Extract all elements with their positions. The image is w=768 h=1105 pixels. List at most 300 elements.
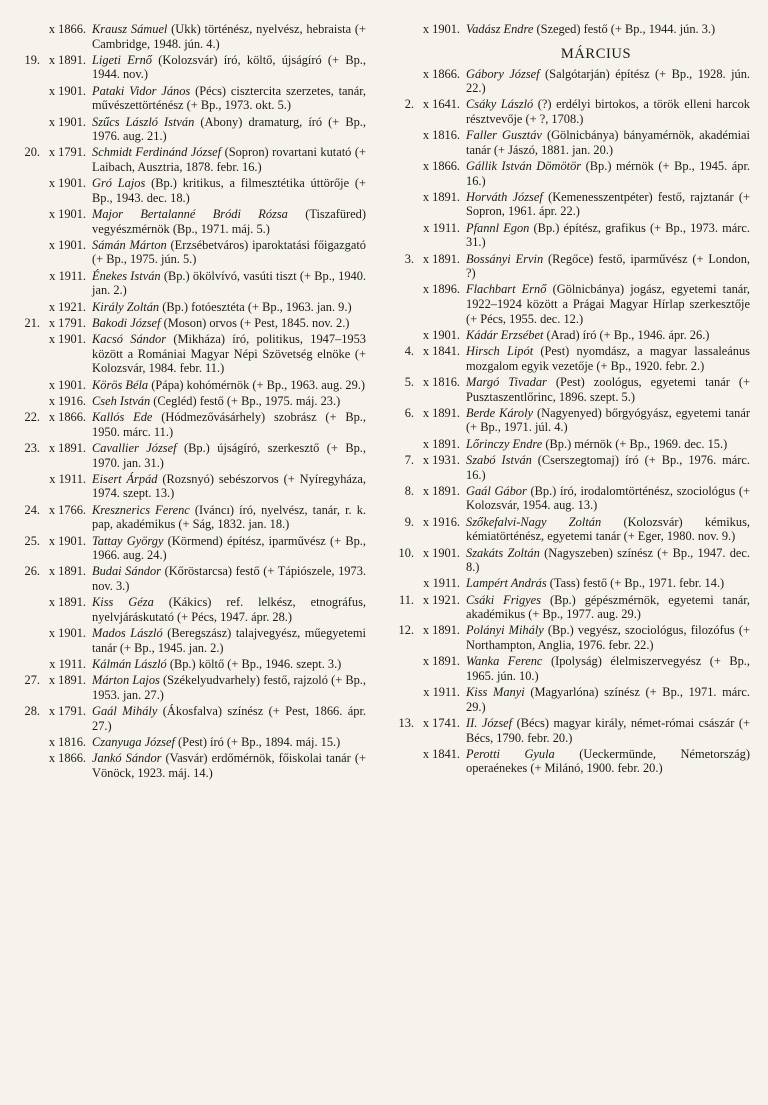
entry-row [18, 534, 366, 563]
entry-details: (Bécs) magyar király, német-római császár (+ Bécs, 1790. febr. 20.) [466, 716, 750, 745]
entry-day [18, 595, 40, 624]
entry-details: (Bp.) ökölvívó, vasúti tiszt (+ Bp., 1940. jan. 2.) [92, 268, 366, 298]
entry-person-name: Pataki Vidor János [92, 83, 191, 98]
entry-person-name: Lampért András [466, 576, 547, 591]
entry-row [18, 53, 366, 82]
entry-text [92, 704, 366, 733]
entry-row [392, 375, 750, 404]
entry-year: x 1766. [48, 502, 86, 517]
entry-row [18, 657, 366, 672]
entry-day [392, 67, 414, 96]
entry-text [92, 53, 366, 82]
entry-year: x 1891. [422, 251, 460, 266]
entry-person-name: Gállik István Dömötör [466, 159, 582, 174]
entry-text [92, 378, 366, 393]
entry-person-name: Tattay György [92, 533, 164, 548]
entry-text [466, 546, 750, 575]
entry-details: (Körmend) építész, iparművész (+ Bp., 1966. aug. 24.) [92, 533, 366, 563]
entry-row [18, 176, 366, 205]
entry-details: (Kőröstarcsa) festő (+ Tápiószele, 1973. nov. 3.) [92, 564, 366, 593]
entry-day [18, 84, 40, 113]
entry-year: x 1916. [48, 393, 86, 408]
entry-row [18, 394, 366, 409]
entry-text [466, 576, 750, 591]
entry-text [92, 207, 366, 236]
entry-year: x 1916. [422, 514, 460, 529]
entry-person-name: II. József [466, 716, 513, 731]
entry-details: (Rozsnyó) sebészorvos (+ Nyíregyháza, 1974. szept. 13.) [92, 471, 367, 501]
entry-text [466, 344, 750, 373]
entry-day [18, 751, 40, 780]
entry-text [92, 472, 366, 501]
entry-year: x 1891. [48, 564, 86, 579]
entry-details: (Szeged) festő (+ Bp., 1944. jún. 3.) [533, 22, 716, 36]
entry-row [392, 97, 750, 126]
left-entry-list [18, 22, 366, 780]
entry-text [92, 441, 366, 470]
entry-row [392, 128, 750, 157]
entry-text [466, 623, 750, 652]
entry-text [466, 747, 750, 776]
entry-person-name: Wanka Ferenc [466, 654, 543, 669]
entry-person-name: Király Zoltán [92, 299, 160, 314]
entry-day: 19. [24, 52, 40, 67]
entry-text [466, 22, 750, 37]
entry-row [392, 190, 750, 219]
left-column [18, 22, 366, 780]
entry-text [466, 128, 750, 157]
entry-details: (Bp.) mérnök (+ Bp., 1945. ápr. 16.) [466, 159, 750, 188]
entry-year: x 1901. [422, 327, 460, 342]
entry-day [392, 22, 414, 37]
entry-year: x 1891. [422, 483, 460, 498]
entry-row [392, 221, 750, 250]
entry-year: x 1791. [48, 704, 86, 719]
entry-day: 7. [404, 452, 414, 467]
entry-row [18, 207, 366, 236]
entry-person-name: Bossányi Ervin [466, 251, 544, 266]
entry-year: x 1866. [48, 410, 86, 425]
entry-details: (Nagyszeben) színész (+ Bp., 1947. dec. 8.) [466, 545, 750, 575]
entry-day [392, 221, 414, 250]
entry-details: (Erzsébetváros) iparoktatási főigazgató (+ Bp., 1975. jún. 5.) [92, 237, 366, 267]
entry-person-name: Mados László [92, 626, 163, 641]
entry-row [18, 472, 366, 501]
entry-details: (Iváncı) író, nyelvész, tanár, r. k. pap, akadémikus (+ Ság, 1832. jan. 18.) [92, 502, 366, 532]
entry-person-name: Kiss Manyi [466, 685, 525, 700]
entry-day [392, 282, 414, 326]
entry-text [466, 159, 750, 188]
entry-details: (Bp.) fotóesztéta (+ Bp., 1963. jan. 9.) [159, 299, 352, 314]
entry-details: (Bp.) költő (+ Bp., 1946. szept. 3.) [166, 656, 342, 671]
entry-text [92, 595, 366, 624]
entry-text [92, 145, 366, 174]
entry-text [92, 115, 366, 144]
entry-row [392, 484, 750, 513]
entry-text [92, 22, 366, 51]
entry-person-name: Kiss Géza [92, 595, 154, 610]
entry-details: (Arad) író (+ Bp., 1946. ápr. 26.) [543, 327, 710, 342]
entry-person-name: Lőrinczy Endre [466, 436, 543, 451]
entry-person-name: Kálmán László [92, 656, 167, 671]
entry-row [392, 623, 750, 652]
entry-year: x 1896. [422, 282, 460, 297]
right-top-entry-list [392, 22, 750, 37]
entry-day: 4. [404, 344, 414, 359]
entry-details: (Cserszegtomaj) író (+ Bp., 1976. márc. 16.) [466, 452, 751, 482]
entry-person-name: Gaál Mihály [92, 704, 158, 719]
entry-day [392, 747, 414, 776]
entry-details: (Székelyudvarhely) festő, rajzoló (+ Bp., 1953. jan. 27.) [92, 673, 366, 702]
entry-year: x 1901. [48, 332, 86, 347]
entry-year: x 1891. [48, 52, 86, 67]
entry-person-name: Csáky László [466, 97, 534, 112]
entry-text [92, 176, 366, 205]
entry-details: (Pápa) kohómérnök (+ Bp., 1963. aug. 29.) [148, 377, 366, 392]
entry-row [18, 626, 366, 655]
entry-day [18, 626, 40, 655]
entry-year: x 1791. [48, 315, 86, 330]
entry-person-name: Flachbart Ernő [466, 282, 547, 297]
entry-year: x 1791. [48, 145, 86, 160]
entry-text [92, 394, 366, 409]
entry-details: (Pest) író (+ Bp., 1894. máj. 15.) [174, 734, 341, 749]
entry-day: 10. [398, 545, 414, 560]
entry-person-name: Kresznerics Ferenc [92, 502, 190, 517]
entry-year: x 1901. [48, 626, 86, 641]
entry-text [92, 300, 366, 315]
entry-day: 9. [404, 514, 414, 529]
entry-row [392, 252, 750, 281]
entry-details: (Kolozsvár) író, költő, újságíró (+ Bp., 1944. nov.) [92, 52, 366, 82]
entry-day: 3. [404, 251, 414, 266]
entry-row [18, 145, 366, 174]
entry-text [92, 316, 366, 331]
entry-day [18, 332, 40, 376]
entry-row [392, 716, 750, 745]
entry-details: (Kákics) ref. lelkész, etnográfus, nyelvjáráskutató (+ Pécs, 1947. ápr. 28.) [92, 595, 366, 624]
entry-text [466, 375, 750, 404]
entry-year: x 1841. [422, 344, 460, 359]
entry-row [18, 410, 366, 439]
entry-details: (Bp.) újságíró, szerkesztő (+ Bp., 1970. jan. 31.) [92, 441, 367, 470]
entry-day [18, 657, 40, 672]
entry-text [92, 410, 366, 439]
entry-person-name: Kacsó Sándor [92, 332, 167, 347]
entry-year: x 1816. [422, 128, 460, 143]
entry-text [466, 685, 750, 714]
entry-year: x 1911. [423, 576, 460, 591]
entry-details: (Abony) dramaturg, író (+ Bp., 1976. aug. 21.) [92, 114, 366, 144]
entry-year: x 1891. [48, 441, 86, 456]
entry-text [92, 657, 366, 672]
entry-details: (Magyarlóna) színész (+ Bp., 1971. márc. 29.) [466, 685, 751, 714]
entry-person-name: Jankó Sándor [92, 751, 162, 766]
entry-person-name: Énekes István [92, 268, 161, 283]
entry-row [392, 406, 750, 435]
entry-day [18, 176, 40, 205]
entry-row [18, 595, 366, 624]
entry-row [392, 328, 750, 343]
entry-day [392, 190, 414, 219]
entry-row [392, 22, 750, 37]
entry-year: x 1901. [48, 533, 86, 548]
right-column [392, 22, 750, 776]
entry-details: (Gölnicbánya) jogász, egyetemi tanár, 1922–1924 között a Prágai Magyar Hírlap szerkesztője (+ Pécs, 1955. dec. 12.) [466, 282, 750, 326]
entry-row [392, 282, 750, 326]
entry-row [392, 685, 750, 714]
entry-day [18, 472, 40, 501]
entry-person-name: Berde Károly [466, 405, 534, 420]
entry-details: (Ukk) történész, nyelvész, hebraista (+ Cambridge, 1948. jún. 4.) [92, 22, 366, 51]
entry-text [92, 564, 366, 593]
entry-details: (Pécs) cisztercita szerzetes, tanár, művészettörténész (+ Bp., 1973. okt. 5.) [92, 83, 366, 113]
entry-year: x 1816. [48, 734, 86, 749]
entry-text [466, 593, 750, 622]
entry-year: x 1901. [48, 207, 86, 222]
entry-text [92, 84, 366, 113]
entry-person-name: Körös Béla [92, 377, 149, 392]
entry-person-name: Szakáts Zoltán [466, 545, 540, 560]
entry-text [466, 716, 750, 745]
entry-day [392, 128, 414, 157]
entry-day: 12. [398, 623, 414, 638]
entry-day [18, 22, 40, 51]
entry-row [18, 378, 366, 393]
entry-year: x 1866. [422, 159, 460, 174]
entry-day: 23. [24, 441, 40, 456]
entry-details: (Pest) zoológus, egyetemi tanár (+ Pusztaszentlőrinc, 1896. szept. 5.) [466, 374, 750, 404]
entry-row [392, 437, 750, 452]
entry-details: (Bp.) vegyész, szociológus, filozófus (+ Northampton, Anglia, 1976. febr. 22.) [466, 623, 750, 653]
entry-year: x 1901. [48, 176, 86, 191]
entry-details: (Tass) festő (+ Bp., 1971. febr. 14.) [546, 576, 725, 591]
entry-day: 26. [24, 564, 40, 579]
entry-day [392, 654, 414, 683]
entry-details: (Ipolyság) élelmiszervegyész (+ Bp., 1965. jún. 10.) [466, 654, 750, 683]
entry-details: (Bp.) kritikus, a filmesztétika úttörője (+ Bp., 1943. dec. 18.) [92, 176, 367, 205]
entry-year: x 1901. [422, 22, 460, 36]
entry-day: 20. [24, 145, 40, 160]
entry-year: x 1921. [48, 299, 86, 314]
entry-year: x 1901. [48, 83, 86, 98]
entry-person-name: Schmidt Ferdinánd József [92, 145, 222, 160]
entry-row [392, 546, 750, 575]
entry-text [466, 190, 750, 219]
entry-year: x 1911. [49, 471, 86, 486]
entry-details: (Bp.) gépészmérnök, egyetemi tanár, akadémikus (+ Bp., 1977. aug. 29.) [466, 592, 751, 622]
month-heading: MÁRCIUS [560, 45, 632, 62]
entry-person-name: Csáki Frigyes [466, 592, 542, 607]
entry-person-name: Cavallier József [92, 441, 177, 456]
entry-details: (Kemenesszentpéter) festő, rajztanár (+ Sopron, 1961. ápr. 22.) [466, 189, 750, 219]
entry-person-name: Vadász Endre [466, 22, 534, 36]
entry-text [466, 484, 750, 513]
entry-person-name: Gró Lajos [92, 176, 146, 191]
entry-day: 13. [398, 716, 414, 731]
entry-row [392, 453, 750, 482]
entry-row [18, 22, 366, 51]
entry-details: (Mikháza) író, politikus, 1947–1953 között a Romániai Magyar Népi Szövetség elnöke (+ Kolozsvár, 1984. febr. 11.) [92, 332, 367, 376]
entry-day [18, 378, 40, 393]
entry-day: 27. [24, 673, 40, 688]
entry-details: (Pest) nyomdász, a magyar lassaleánus mozgalom egyik vezetője (+ Bp., 1920. febr. 2.) [466, 344, 750, 373]
entry-details: (Salgótarján) építész (+ Bp., 1928. jún. 22.) [466, 66, 750, 96]
entry-text [466, 97, 750, 126]
entry-person-name: Faller Gusztáv [466, 128, 542, 143]
entry-person-name: Kallós Ede [92, 410, 153, 425]
entry-year: x 1921. [422, 592, 460, 607]
entry-day: 11. [398, 592, 414, 607]
entry-year: x 1911. [423, 685, 460, 700]
entry-text [466, 515, 750, 544]
entry-person-name: Polányi Mihály [466, 623, 544, 638]
entry-day: 21. [24, 315, 40, 330]
entry-year: x 1741. [422, 716, 460, 731]
entry-details: (Ákosfalva) színész (+ Pest, 1866. ápr. 27.) [92, 704, 366, 733]
entry-text [92, 269, 366, 298]
entry-person-name: Budai Sándor [92, 564, 161, 579]
entry-row [392, 593, 750, 622]
entry-day [392, 328, 414, 343]
entry-person-name: Szőkefalvi-Nagy Zoltán [466, 514, 602, 529]
entry-day [18, 238, 40, 267]
entry-year: x 1891. [48, 595, 86, 610]
entry-text [92, 332, 366, 376]
entry-person-name: Major Bertalanné Bródi Rózsa [92, 207, 288, 222]
entry-text [92, 673, 366, 702]
entry-text [92, 626, 366, 655]
entry-person-name: Perotti Gyula [466, 746, 555, 761]
entry-year: x 1901. [48, 377, 86, 392]
entry-row [392, 159, 750, 188]
entry-text [466, 67, 750, 96]
entry-text [466, 654, 750, 683]
entry-day: 28. [24, 704, 40, 719]
entry-person-name: Margó Tivadar [466, 374, 547, 389]
entry-day: 24. [24, 502, 40, 517]
entry-year: x 1891. [422, 436, 460, 451]
entry-row [392, 576, 750, 591]
entry-details: (Tiszafüred) vegyészmérnök (Bp., 1971. máj. 5.) [92, 207, 367, 236]
entry-day [18, 115, 40, 144]
entry-person-name: Szabó István [466, 452, 532, 467]
entry-text [466, 453, 750, 482]
entry-text [466, 282, 750, 326]
entry-year: x 1931. [422, 452, 460, 467]
entry-details: (Vasvár) erdőmérnök, főiskolai tanár (+ Vönöck, 1923. máj. 14.) [92, 751, 366, 780]
entry-row [392, 344, 750, 373]
entry-row [392, 67, 750, 96]
entry-year: x 1901. [422, 545, 460, 560]
entry-year: x 1891. [422, 405, 460, 420]
entry-text [92, 751, 366, 780]
entry-day: 25. [24, 533, 40, 548]
entry-day [392, 576, 414, 591]
entry-year: x 1816. [422, 374, 460, 389]
entry-text [92, 534, 366, 563]
entry-row [392, 654, 750, 683]
entry-person-name: Cseh István [92, 393, 151, 408]
entry-day [18, 300, 40, 315]
entry-person-name: Kádár Erzsébet [466, 327, 544, 342]
entry-details: (Regőce) festő, iparművész (+ London, ?) [466, 251, 750, 281]
entry-year: x 1641. [422, 97, 460, 112]
entry-day: 5. [404, 374, 414, 389]
entry-person-name: Krausz Sámuel [92, 22, 168, 36]
entry-year: x 1911. [423, 220, 460, 235]
entry-row [18, 316, 366, 331]
entry-day [392, 685, 414, 714]
entry-person-name: Bakodi József [92, 315, 161, 330]
entry-details: (?) erdélyi birtokos, a török elleni harcok résztvevője (+ ?, 1708.) [466, 97, 751, 126]
entry-row [18, 735, 366, 750]
right-entry-list [392, 67, 750, 776]
entry-text [466, 406, 750, 435]
entry-day [392, 437, 414, 452]
entry-details: (Sopron) rovartani kutató (+ Laibach, Ausztria, 1878. febr. 16.) [92, 145, 366, 174]
entry-day [18, 207, 40, 236]
entry-person-name: Sámán Márton [92, 237, 167, 252]
entry-details: (Kolozsvár) kémikus, kémiatörténész, egyetemi tanár (+ Eger, 1980. nov. 9.) [466, 514, 750, 544]
entry-row [18, 300, 366, 315]
entry-details: (Gölnicbánya) bányamérnök, akadémiai tanár (+ Jászó, 1881. jan. 20.) [466, 128, 750, 157]
entry-row [18, 332, 366, 376]
entry-text [466, 437, 750, 452]
entry-day [18, 394, 40, 409]
entry-text [92, 735, 366, 750]
entry-details: (Hódmezővásárhely) szobrász (+ Bp., 1950. márc. 11.) [92, 410, 366, 439]
entry-row [18, 269, 366, 298]
entry-row [18, 441, 366, 470]
entry-details: (Bp.) mérnök (+ Bp., 1969. dec. 15.) [542, 436, 728, 451]
entry-text [466, 252, 750, 281]
entry-row [18, 564, 366, 593]
entry-details: (Ueckermünde, Németország) operaénekes (+ Milánó, 1900. febr. 20.) [466, 746, 750, 776]
entry-person-name: Szűcs László István [92, 114, 195, 129]
entry-person-name: Eisert Árpád [92, 471, 158, 486]
entry-row [18, 704, 366, 733]
entry-person-name: Horváth József [466, 189, 543, 204]
entry-row [18, 673, 366, 702]
entry-person-name: Gaál Gábor [466, 483, 527, 498]
entry-person-name: Ligeti Ernő [92, 52, 152, 67]
entry-row [392, 515, 750, 544]
entry-person-name: Hirsch Lipót [466, 344, 534, 359]
entry-year: x 1866. [422, 66, 460, 81]
entry-text [466, 328, 750, 343]
entry-text [466, 221, 750, 250]
entry-year: x 1891. [48, 673, 86, 688]
entry-day [18, 269, 40, 298]
entry-day: 8. [404, 483, 414, 498]
entry-day [392, 159, 414, 188]
entry-row [18, 84, 366, 113]
entry-year: x 1891. [422, 623, 460, 638]
entry-year: x 1866. [48, 22, 86, 36]
entry-person-name: Pfannl Egon [466, 220, 530, 235]
entry-row [392, 747, 750, 776]
entry-year: x 1891. [422, 189, 460, 204]
entry-details: (Nagyenyed) bőrgyógyász, egyetemi tanár (+ Bp., 1971. júl. 4.) [466, 405, 750, 435]
entry-text [92, 238, 366, 267]
entry-day: 22. [24, 410, 40, 425]
entry-row [18, 751, 366, 780]
entry-year: x 1866. [48, 751, 86, 766]
entry-year: x 1901. [48, 237, 86, 252]
entry-person-name: Czanyuga József [92, 734, 175, 749]
entry-person-name: Márton Lajos [92, 673, 160, 688]
